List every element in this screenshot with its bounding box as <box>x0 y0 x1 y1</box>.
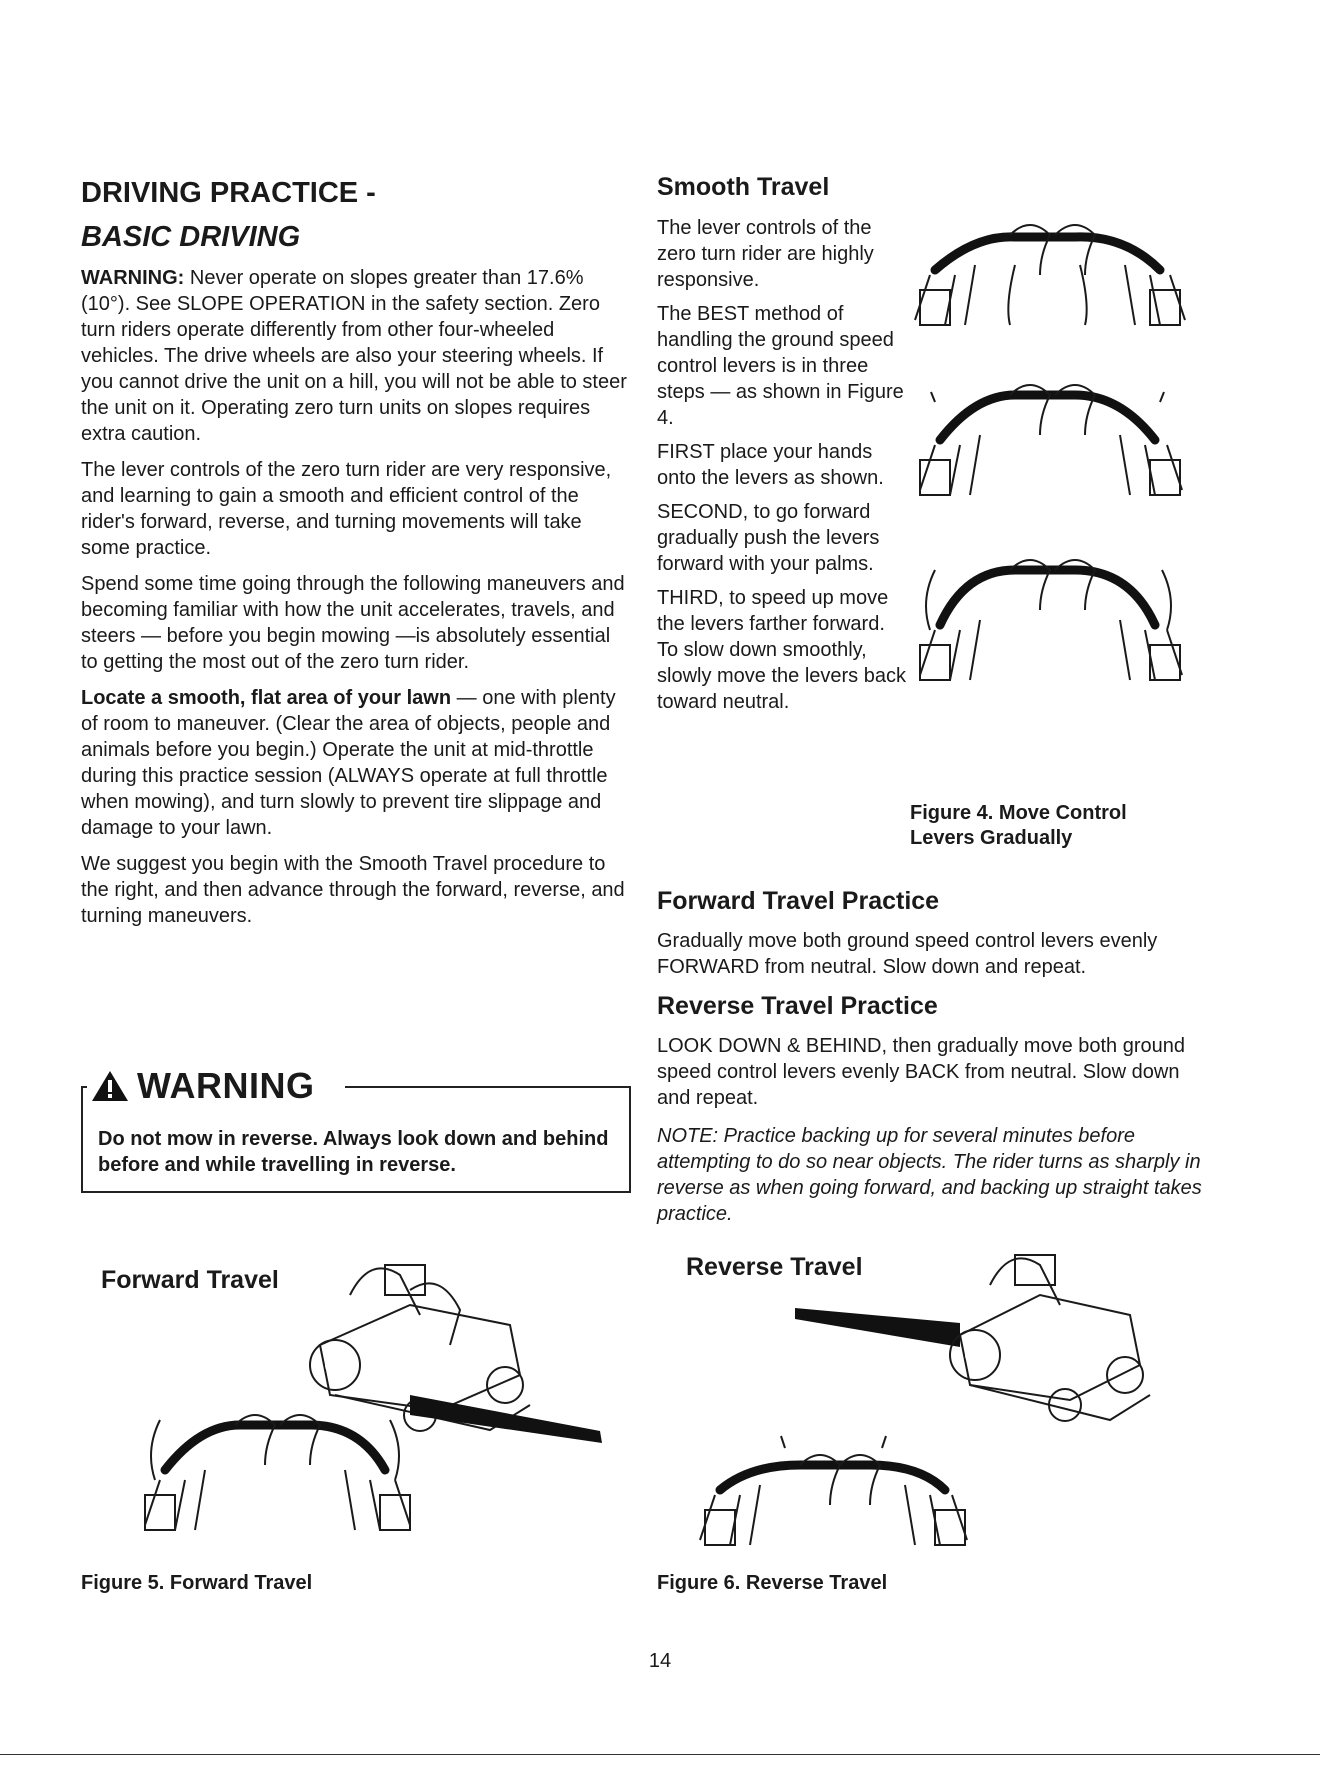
figure-4-caption-line2: Levers Gradually <box>910 827 1073 849</box>
lever-paragraph: The lever controls of the zero turn rider are very responsive, and learning to gain a smooth and efficient control of the rider's forward, reverse, and turning movements will take some practice. <box>81 459 612 559</box>
page-number: 14 <box>648 1650 672 1672</box>
smooth-p2: The BEST method of handling the ground speed control levers is in three steps — as shown in Figure 4. <box>657 303 904 429</box>
page-heading: DRIVING PRACTICE - <box>81 177 376 209</box>
reverse-arrow-icon <box>795 1308 960 1347</box>
reverse-note: NOTE: Practice backing up for several minutes before attempting to do so near objects. The rider turns as sharply in reverse as when going forward, and backing up straight takes practice. <box>657 1125 1202 1225</box>
locate-rest: — one with plenty of room to maneuver. (Clear the area of objects, people and animals before you begin.) Operate the unit at mid-throttle during this practice session (ALWAYS operate at full throttle when mowing), and turn slowly to prevent tire slippage and damage to your lawn. <box>81 687 616 839</box>
forward-practice-text: Gradually move both ground speed control levers evenly FORWARD from neutral. Slow down and repeat. <box>657 930 1158 978</box>
warning-box-top-left-line <box>81 1086 87 1088</box>
warning-label: WARNING: <box>81 267 185 289</box>
lever-step-2 <box>920 385 1182 495</box>
reverse-practice-heading: Reverse Travel Practice <box>657 992 938 1020</box>
warning-text: Never operate on slopes greater than 17.6% (10°). See SLOPE OPERATION in the safety section. Zero turn riders operate differently from other four-wheeled vehicles. The drive wheels are also your steering wheels. If you cannot drive the unit on a hill, you will not be able to steer the unit on it. Operating zero turn units on slopes requires extra caution. <box>81 267 627 445</box>
left-column-text <box>81 265 631 929</box>
maneuvers-paragraph: Spend some time going through the following maneuvers and becoming familiar with how the unit accelerates, travels, and steers — before you begin mowing —is absolutely essential to getting the most out of the zero turn rider. <box>81 573 625 673</box>
smooth-travel-heading: Smooth Travel <box>657 173 830 201</box>
figure-4-illustration <box>905 205 1195 750</box>
forward-practice-heading: Forward Travel Practice <box>657 887 940 915</box>
warning-triangle-icon <box>91 1069 129 1103</box>
smooth-travel-text <box>657 215 907 715</box>
figure-5-label: Forward Travel <box>101 1266 279 1294</box>
locate-bold: Locate a smooth, flat area of your lawn <box>81 687 452 709</box>
smooth-p1: The lever controls of the zero turn rider are highly responsive. <box>657 217 874 291</box>
warning-box-title: WARNING <box>137 1065 315 1106</box>
suggest-paragraph: We suggest you begin with the Smooth Travel procedure to the right, and then advance through the forward, reverse, and turning maneuvers. <box>81 853 625 927</box>
smooth-p5: THIRD, to speed up move the levers farther forward. To slow down smoothly, slowly move the levers back toward neutral. <box>657 587 906 713</box>
smooth-p3: FIRST place your hands onto the levers as shown. <box>657 441 884 489</box>
figure-6-label: Reverse Travel <box>686 1253 863 1281</box>
warning-box-header <box>91 1066 315 1106</box>
locate-paragraph <box>81 685 631 841</box>
mower-reverse <box>950 1255 1150 1421</box>
lever-step-3 <box>920 560 1182 680</box>
reverse-practice-text: LOOK DOWN & BEHIND, then gradually move both ground speed control levers evenly BACK from neutral. Slow down and repeat. <box>657 1035 1186 1109</box>
bottom-edge-line <box>0 1754 1320 1755</box>
figure-6-caption: Figure 6. Reverse Travel <box>657 1572 888 1594</box>
lever-forward <box>145 1415 410 1530</box>
figure-5-illustration <box>110 1235 620 1555</box>
smooth-p4: SECOND, to go forward gradually push the levers forward with your palms. <box>657 501 880 575</box>
warning-box-text: Do not mow in reverse. Always look down and behind before and while travelling in reverse. <box>98 1128 609 1176</box>
lever-step-1 <box>915 225 1185 325</box>
warning-box-top-right-line <box>345 1086 629 1088</box>
figure-6-illustration <box>670 1235 1190 1555</box>
figure-5-caption: Figure 5. Forward Travel <box>81 1572 313 1594</box>
figure-4-caption-line1: Figure 4. Move Control <box>910 802 1127 824</box>
page-subheading: BASIC DRIVING <box>81 221 301 253</box>
slope-warning-paragraph <box>81 265 631 447</box>
lever-reverse <box>700 1436 967 1545</box>
